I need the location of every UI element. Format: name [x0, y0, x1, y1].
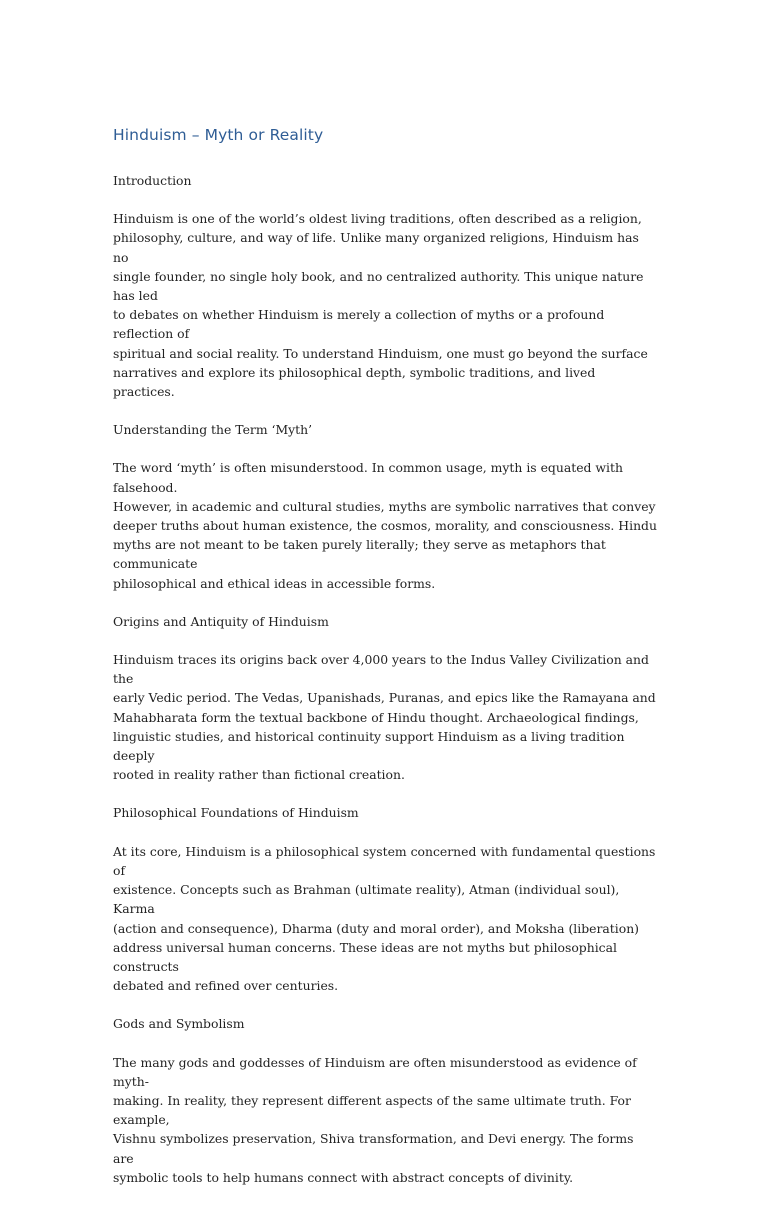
text-line: Vishnu symbolizes preservation, Shiva transformation, and Devi energy. The forms are	[113, 1131, 634, 1166]
text-line: debated and refined over centuries.	[113, 978, 339, 994]
text-line: Hinduism traces its origins back over 4,000 years to the Indus Valley Civilization and the	[113, 652, 649, 687]
text-line: spiritual and social reality. To understand Hinduism, one must go beyond the surface	[113, 345, 648, 361]
text-line: philosophical and ethical ideas in accessible forms.	[113, 575, 436, 591]
section-philosophy	[113, 803, 658, 995]
section-paragraph	[113, 842, 658, 996]
text-line: However, in academic and cultural studies, myths are symbolic narratives that convey	[113, 498, 656, 514]
text-line: deeper truths about human existence, the cosmos, morality, and consciousness. Hindu	[113, 518, 657, 534]
section-heading: Origins and Antiquity of Hinduism	[113, 613, 329, 629]
section-heading: Gods and Symbolism	[113, 1016, 245, 1032]
text-line: linguistic studies, and historical continuity support Hinduism as a living tradition deeply	[113, 728, 625, 764]
text-line: (action and consequence), Dharma (duty and moral order), and Moksha (liberation)	[113, 920, 640, 936]
text-line: early Vedic period. The Vedas, Upanishads, Puranas, and epics like the Ramayana and	[113, 690, 656, 706]
text-line: rooted in reality rather than fictional creation.	[113, 767, 405, 783]
section-heading: Understanding the Term ‘Myth’	[113, 422, 313, 438]
section-heading: Philosophical Foundations of Hinduism	[113, 805, 359, 821]
document-body	[113, 122, 658, 1206]
section-gods-symbolism	[113, 1014, 658, 1187]
text-line: to debates on whether Hinduism is merely a collection of myths or a profound reflection of	[113, 307, 605, 342]
text-line: myths are not meant to be taken purely literally; they serve as metaphors that communicate	[113, 537, 606, 572]
text-line: narratives and explore its philosophical depth, symbolic traditions, and lived practices.	[113, 364, 596, 400]
section-myth	[113, 420, 658, 593]
text-line: symbolic tools to help humans connect with abstract concepts of divinity.	[113, 1169, 574, 1185]
text-line: At its core, Hinduism is a philosophical system concerned with fundamental questions of	[113, 843, 656, 878]
section-origins	[113, 612, 658, 785]
text-line: making. In reality, they represent different aspects of the same ultimate truth. For example,	[113, 1092, 631, 1128]
section-paragraph	[113, 1053, 658, 1187]
section-paragraph	[113, 209, 658, 401]
section-paragraph	[113, 650, 658, 784]
section-introduction	[113, 171, 658, 401]
text-line: Hinduism is one of the world’s oldest living traditions, often described as a religion,	[113, 211, 642, 227]
section-heading: Introduction	[113, 173, 192, 188]
text-line: The word ‘myth’ is often misunderstood. In common usage, myth is equated with falsehood.	[113, 460, 623, 495]
text-line: single founder, no single holy book, and no centralized authority. This unique nature has led	[113, 268, 644, 304]
document-title: Hinduism – Myth or Reality	[113, 126, 324, 144]
text-line: Mahabharata form the textual backbone of Hindu thought. Archaeological findings,	[113, 709, 639, 725]
text-line: philosophy, culture, and way of life. Unlike many organized religions, Hinduism has no	[113, 230, 639, 265]
text-line: The many gods and goddesses of Hinduism are often misunderstood as evidence of myth-	[113, 1054, 637, 1089]
section-paragraph	[113, 458, 658, 592]
text-line: address universal human concerns. These ideas are not myths but philosophical constructs	[113, 939, 617, 974]
text-line: existence. Concepts such as Brahman (ultimate reality), Atman (individual soul), Karma	[113, 882, 620, 917]
